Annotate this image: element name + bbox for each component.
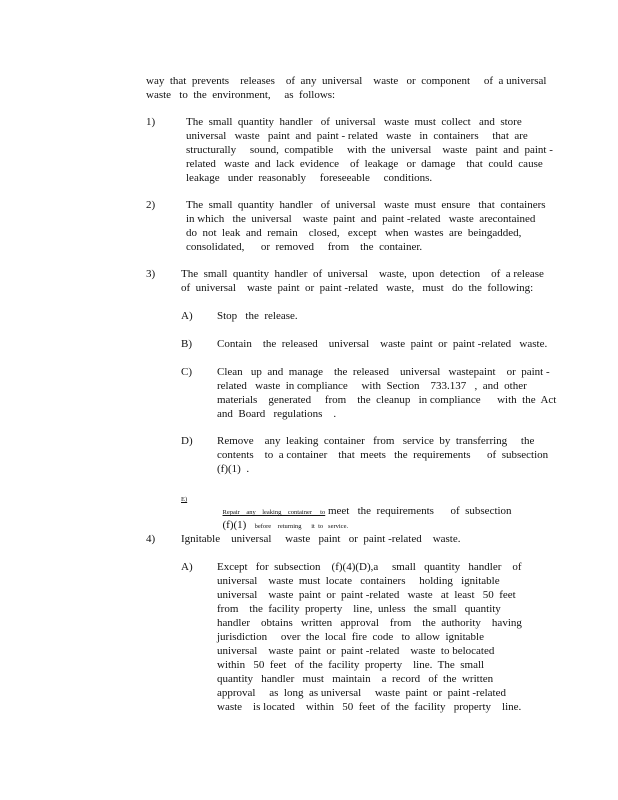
- item-3e-line-2: [217, 504, 348, 534]
- item-4a-line: within 50 feet of the facility property line. The small: [217, 659, 485, 671]
- item-2-line: The small quantity handler of universal waste must ensure that containers: [186, 199, 546, 211]
- item-4a-line: approval as long as universal waste paint or paint -related: [217, 687, 506, 699]
- item-3c-line: materials generated from the cleanup in compliance with the Act: [217, 394, 557, 406]
- item-4a-line: universal waste must locate containers holding ignitable: [217, 575, 500, 587]
- item-2-number: 2): [146, 199, 156, 211]
- item-3e-text: meet the requirements of subsection: [325, 505, 512, 517]
- item-3b-number: B): [181, 338, 192, 350]
- item-4a-line: waste is located within 50 feet of the facility property line.: [217, 701, 522, 713]
- item-4a-number: A): [181, 561, 193, 573]
- item-4a-line: Except for subsection (f)(4)(D),a small quantity handler of: [217, 561, 522, 573]
- item-4a-line: quantity handler must maintain a record of the written: [217, 673, 494, 685]
- item-1-line: The small quantity handler of universal waste must collect and store: [186, 116, 522, 128]
- item-3d-line: contents to a container that meets the requirements of subsection: [217, 449, 549, 461]
- item-3-line: The small quantity handler of universal waste, upon detection of a release: [181, 268, 544, 280]
- item-3a-number: A): [181, 310, 193, 322]
- intro-line-1: way that prevents releases of any universal waste or component of a universal: [146, 75, 547, 87]
- item-4a-line: handler obtains written approval from the authority having: [217, 617, 522, 629]
- item-3c-line: Clean up and manage the released universal wastepaint or paint -: [217, 366, 550, 378]
- item-3d-number: D): [181, 435, 193, 447]
- item-4-line: Ignitable universal waste paint or paint -related waste.: [181, 533, 461, 545]
- item-1-line: universal waste paint and paint - related waste in containers that are: [186, 130, 528, 142]
- item-2-line: do not leak and remain closed, except when wastes are beingadded,: [186, 227, 522, 239]
- item-3b-line: Contain the released universal waste paint or paint -related waste.: [217, 338, 548, 350]
- item-1-line: related waste and lack evidence of leakage or damage that could cause: [186, 158, 543, 170]
- item-4a-line: jurisdiction over the local fire code to allow ignitable: [217, 631, 484, 643]
- item-3c-number: C): [181, 366, 192, 378]
- item-4a-line: from the facility property line, unless the small quantity: [217, 603, 501, 615]
- item-4-number: 4): [146, 533, 156, 545]
- item-3c-line: and Board regulations .: [217, 408, 337, 420]
- item-3-number: 3): [146, 268, 156, 280]
- item-4a-line: universal waste paint or paint -related waste to belocated: [217, 645, 495, 657]
- intro-line-2: waste to the environment, as follows:: [146, 89, 336, 101]
- item-1-number: 1): [146, 116, 156, 128]
- item-1-line: leakage under reasonably foreseeable conditions.: [186, 172, 433, 184]
- item-2-line: consolidated, or removed from the container.: [186, 241, 423, 253]
- item-3a-line: Stop the release.: [217, 310, 298, 322]
- item-1-line: structurally sound, compatible with the universal waste paint and paint -: [186, 144, 553, 156]
- item-3e-text: (f)(1): [222, 519, 255, 531]
- item-3-line: of universal waste paint or paint -related waste, must do the following:: [181, 282, 534, 294]
- item-2-line: in which the universal waste paint and paint -related waste arecontained: [186, 213, 536, 225]
- item-3d-line: (f)(1) .: [217, 463, 250, 475]
- item-3e-small-text: before returning it to service.: [254, 523, 349, 530]
- item-3c-line: related waste in compliance with Section 733.137 , and other: [217, 380, 527, 392]
- item-4a-line: universal waste paint or paint -related waste at least 50 feet: [217, 589, 516, 601]
- item-3e-number: E): [181, 496, 188, 503]
- item-3e-small-text: Repair any leaking container to: [222, 509, 326, 516]
- item-3d-line: Remove any leaking container from service by transferring the: [217, 435, 535, 447]
